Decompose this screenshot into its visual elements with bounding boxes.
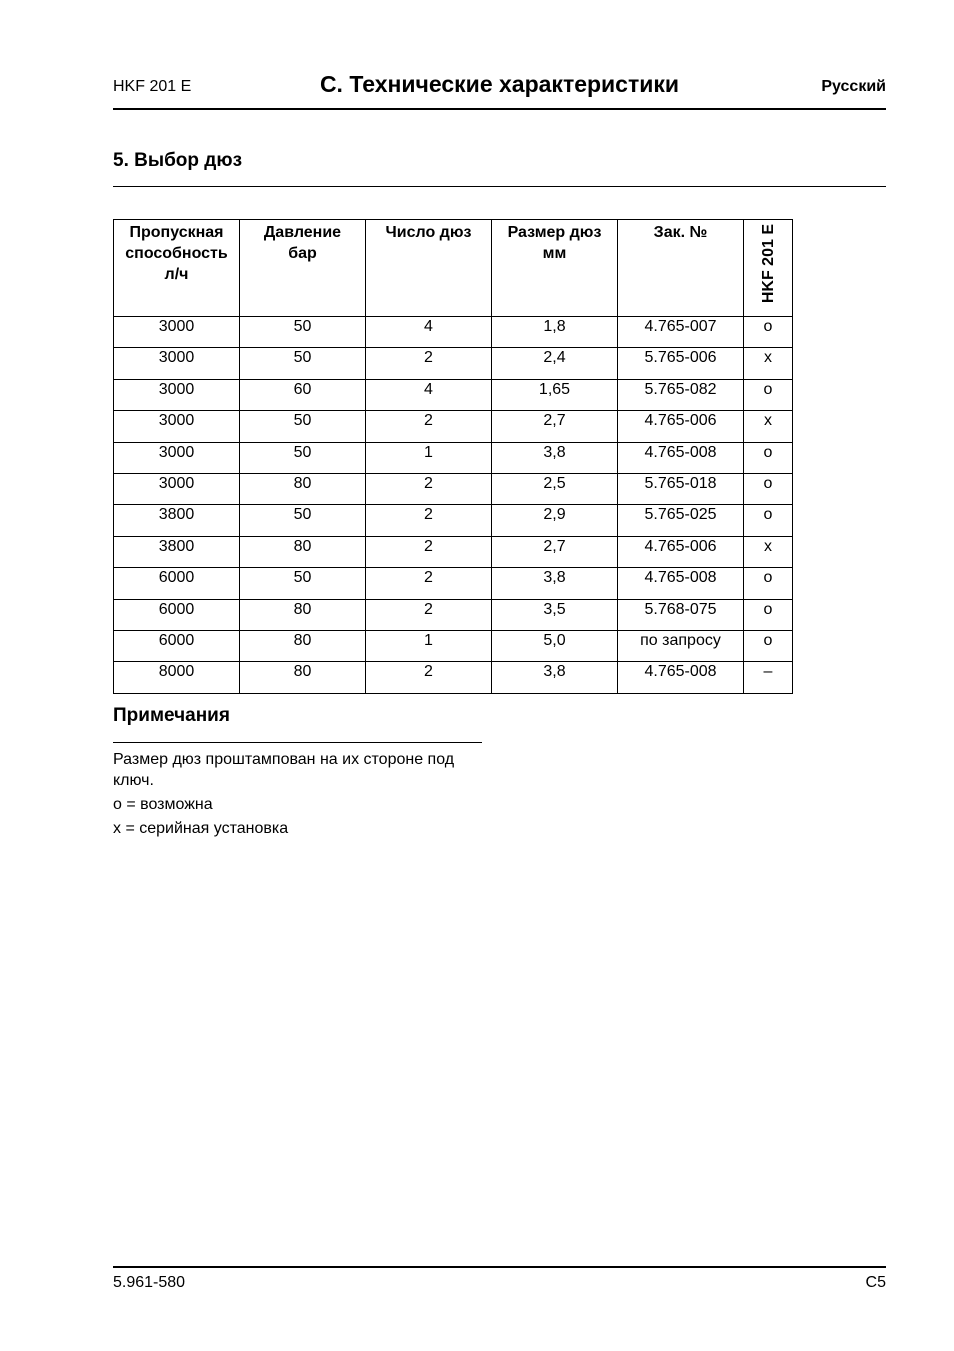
table-cell: 80 (240, 536, 366, 567)
table-header-row (114, 220, 793, 317)
table-cell: o (744, 568, 793, 599)
table-cell: x (744, 536, 793, 567)
header-pressure: Давление бар (240, 220, 366, 317)
table-row (114, 630, 793, 661)
table-cell: 3,5 (492, 599, 618, 630)
section-title: 5. Выбор дюз (113, 150, 243, 171)
table-cell: 2 (366, 599, 492, 630)
table-cell: 3000 (114, 348, 240, 379)
table-cell: 50 (240, 317, 366, 348)
section-divider (113, 186, 886, 187)
table-cell: 80 (240, 599, 366, 630)
table-cell: 6000 (114, 568, 240, 599)
table-cell: 3,8 (492, 568, 618, 599)
table-cell: o (744, 317, 793, 348)
table-cell: 4.765-008 (618, 568, 744, 599)
table-row (114, 348, 793, 379)
table-cell: 4.765-008 (618, 662, 744, 693)
header-nozzle-size: Размер дюз мм (492, 220, 618, 317)
table-cell: o (744, 599, 793, 630)
table-cell: 4.765-008 (618, 442, 744, 473)
table-cell: 5.765-018 (618, 473, 744, 504)
table-cell: x (744, 348, 793, 379)
note-item: o = возможна (113, 796, 213, 813)
table-cell: 80 (240, 630, 366, 661)
table-cell: 4 (366, 317, 492, 348)
table-cell: o (744, 473, 793, 504)
table-cell: 2,7 (492, 536, 618, 567)
table-row (114, 662, 793, 693)
document-number: 5.961-580 (113, 1274, 186, 1291)
table-cell: 1 (366, 442, 492, 473)
table-cell: o (744, 442, 793, 473)
table-cell: 3,8 (492, 662, 618, 693)
table-cell: 5.765-006 (618, 348, 744, 379)
table-cell: 8000 (114, 662, 240, 693)
table-cell: 2 (366, 505, 492, 536)
table-cell: по запросу (618, 630, 744, 661)
table-cell: 3000 (114, 379, 240, 410)
table-cell: 2 (366, 348, 492, 379)
table-cell: 4 (366, 379, 492, 410)
table-row (114, 473, 793, 504)
table-cell: 1,65 (492, 379, 618, 410)
table-cell: 5,0 (492, 630, 618, 661)
table-cell: 3,8 (492, 442, 618, 473)
table-cell: – (744, 662, 793, 693)
table-cell: 3000 (114, 317, 240, 348)
table-cell: 3800 (114, 536, 240, 567)
table-cell: 60 (240, 379, 366, 410)
table-cell: 80 (240, 662, 366, 693)
note-item: Размер дюз проштампован на их стороне под ключ. (113, 751, 455, 789)
page-title: C. Технические характеристики (319, 71, 680, 97)
table-row (114, 442, 793, 473)
table-row (114, 599, 793, 630)
table-cell: 4.765-006 (618, 411, 744, 442)
table-cell: 2 (366, 473, 492, 504)
page-header (113, 68, 886, 110)
table-cell: 80 (240, 473, 366, 504)
table-cell: 50 (240, 348, 366, 379)
table-cell: 2 (366, 411, 492, 442)
table-cell: 5.765-025 (618, 505, 744, 536)
table-cell: 2 (366, 662, 492, 693)
table-row (114, 379, 793, 410)
table-cell: 2 (366, 536, 492, 567)
table-cell: o (744, 379, 793, 410)
table-row (114, 505, 793, 536)
notes-list (113, 749, 483, 842)
header-model: HKF 201 E (113, 78, 192, 95)
note-item: x = серийная установка (113, 820, 289, 837)
header-language: Русский (821, 78, 886, 95)
table-cell: 4.765-007 (618, 317, 744, 348)
table-cell: o (744, 505, 793, 536)
table-cell: 50 (240, 505, 366, 536)
header-model-column: HKF 201 E (744, 220, 793, 317)
table-row (114, 568, 793, 599)
table-cell: 3000 (114, 473, 240, 504)
notes-title: Примечания (113, 705, 230, 726)
table-row (114, 411, 793, 442)
table-body (114, 317, 793, 694)
table-cell: 5.768-075 (618, 599, 744, 630)
table-cell: 2,4 (492, 348, 618, 379)
table-row (114, 536, 793, 567)
table-cell: 2 (366, 568, 492, 599)
table-cell: 2,9 (492, 505, 618, 536)
table-cell: 3000 (114, 442, 240, 473)
table-cell: 2,5 (492, 473, 618, 504)
table-cell: 50 (240, 442, 366, 473)
table-cell: 50 (240, 411, 366, 442)
table-cell: 4.765-006 (618, 536, 744, 567)
table-cell: 3800 (114, 505, 240, 536)
table-cell: x (744, 411, 793, 442)
table-cell: 2,7 (492, 411, 618, 442)
table-cell: o (744, 630, 793, 661)
table-cell: 50 (240, 568, 366, 599)
header-order-number: Зак. № (618, 220, 744, 317)
table-row (114, 317, 793, 348)
table-cell: 6000 (114, 630, 240, 661)
notes-divider (113, 742, 482, 743)
nozzle-table (113, 219, 793, 694)
page-number: C5 (865, 1274, 886, 1291)
table-cell: 6000 (114, 599, 240, 630)
header-nozzle-count: Число дюз (366, 220, 492, 317)
table-cell: 1 (366, 630, 492, 661)
table-cell: 5.765-082 (618, 379, 744, 410)
table-cell: 3000 (114, 411, 240, 442)
header-throughput: Пропускная способность л/ч (114, 220, 240, 317)
footer-divider (113, 1266, 886, 1268)
table-cell: 1,8 (492, 317, 618, 348)
